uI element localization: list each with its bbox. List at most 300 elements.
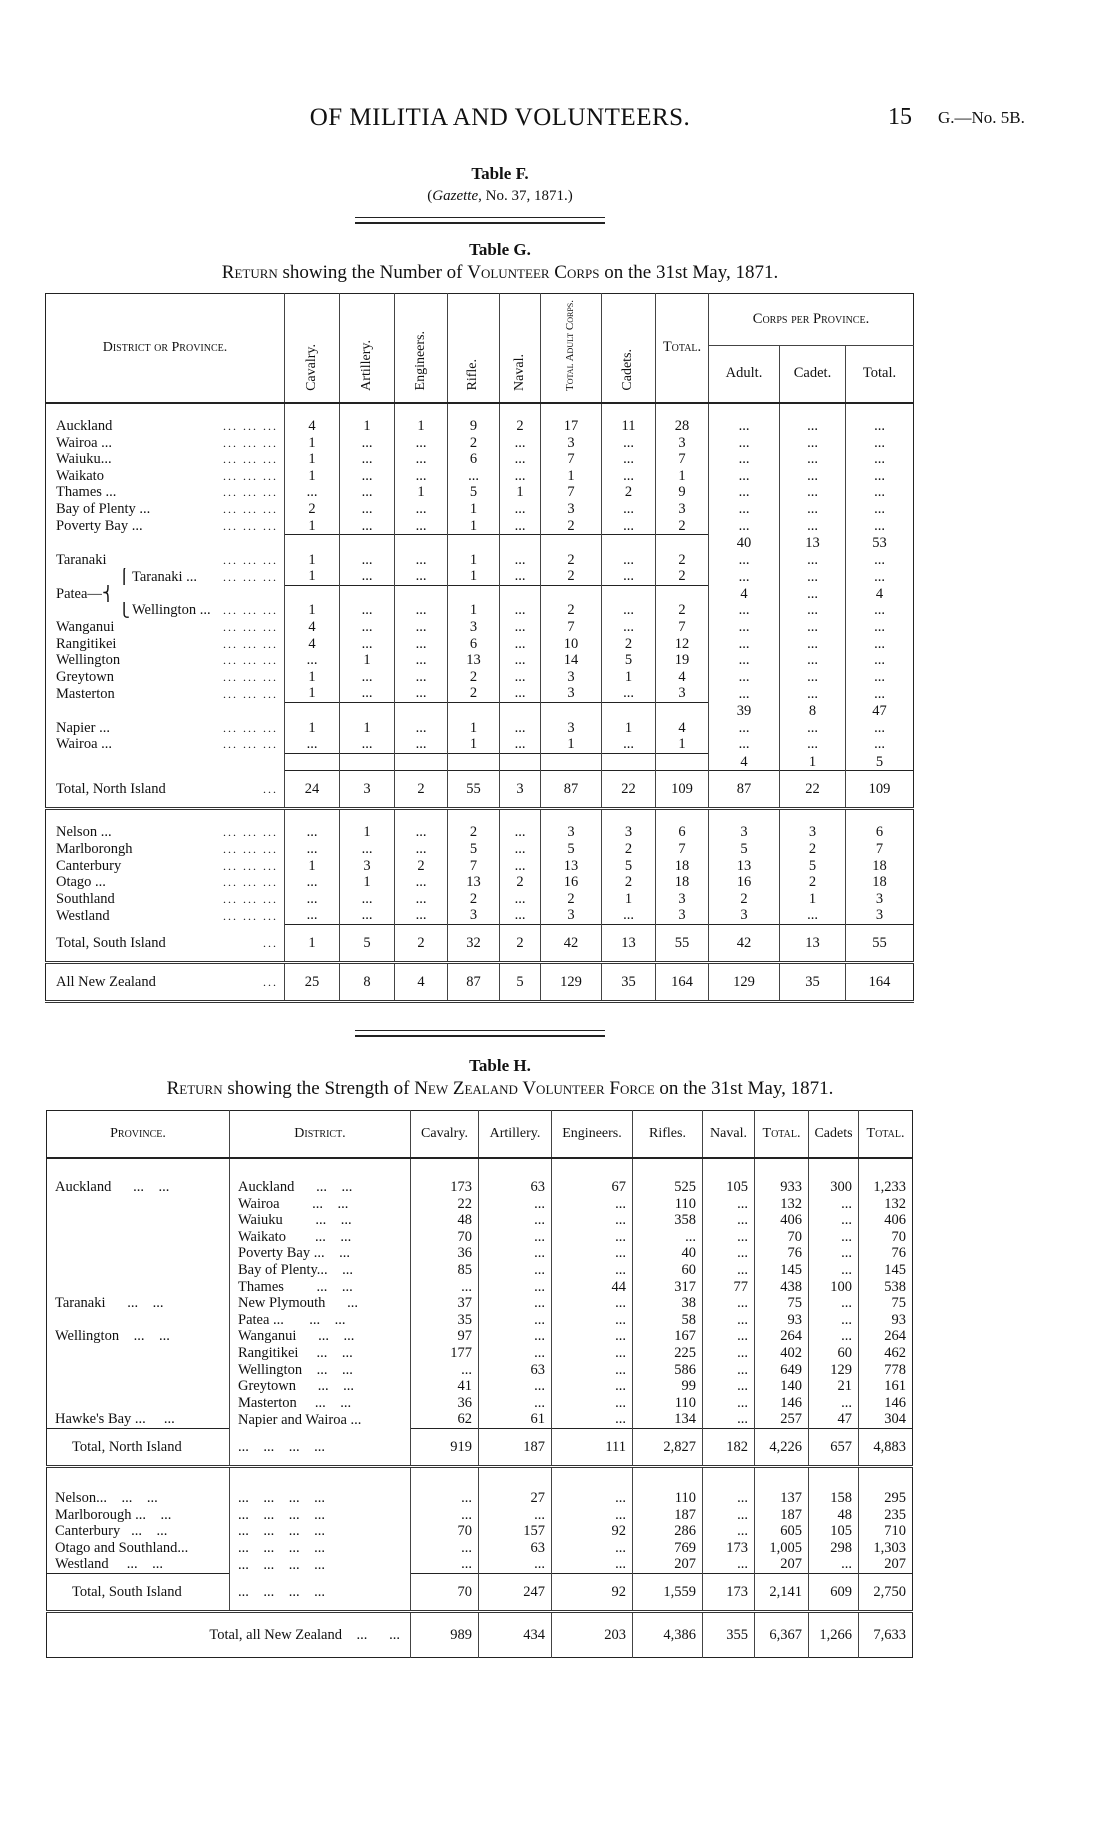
- cell-value: 4: [656, 669, 709, 686]
- cell-value: ...: [552, 1395, 633, 1412]
- cell-value: [340, 753, 395, 771]
- cell-value: 70: [411, 1229, 479, 1246]
- cell-value: ...: [285, 484, 340, 501]
- leader-dots: ...: [263, 782, 278, 797]
- cell-value: ...: [809, 1556, 859, 1573]
- cell-value: 4: [656, 720, 709, 737]
- column-header: Engineers.: [552, 1111, 633, 1159]
- cell-value: [656, 753, 709, 771]
- cell-value: 257: [755, 1411, 809, 1428]
- spacer-row: [47, 1158, 913, 1179]
- row-label: [46, 669, 285, 686]
- cell-value: ...: [602, 451, 656, 468]
- caption-text: on the 31st May, 1871.: [654, 1078, 834, 1099]
- cell-value: ...: [552, 1328, 633, 1345]
- cell-value: ...: [500, 891, 541, 908]
- paren: (: [427, 188, 433, 204]
- cell-value: 6: [656, 824, 709, 841]
- leader-dots: ... ... ...: [223, 636, 278, 651]
- leader-dots: ... ... ...: [223, 552, 278, 567]
- cell-value: 24: [285, 771, 340, 809]
- table-row: [46, 484, 914, 501]
- cell-value: 1: [340, 824, 395, 841]
- cell-value: 161: [859, 1378, 913, 1395]
- cell-value: 3: [340, 858, 395, 875]
- cell-value: 434: [479, 1611, 552, 1657]
- leader-dots: ... ... ...: [223, 452, 278, 467]
- cell-value: 129: [809, 1362, 859, 1379]
- cell-value: ...: [500, 736, 541, 753]
- cell-value: 3: [541, 824, 602, 841]
- cell-value: 35: [602, 962, 656, 1001]
- district-name: Auckland ... ...: [230, 1179, 411, 1196]
- cell-value: ...: [703, 1212, 755, 1229]
- table-row: [46, 636, 914, 653]
- cell-value: 167: [633, 1328, 703, 1345]
- cell-value: ...: [340, 891, 395, 908]
- cell-value: 5: [500, 962, 541, 1001]
- column-header: [541, 294, 602, 403]
- leader-dots: ...: [263, 935, 278, 950]
- row-label: [46, 824, 285, 841]
- cell-value: 6: [448, 451, 500, 468]
- table-row: [46, 552, 914, 569]
- cell-value: ...: [703, 1395, 755, 1412]
- cell-value: 173: [703, 1573, 755, 1611]
- cell-value: 1: [340, 418, 395, 435]
- table-row: [46, 907, 914, 924]
- cell-value: 2: [448, 824, 500, 841]
- cell-value: ...: [709, 652, 780, 669]
- cell-value: 1: [340, 874, 395, 891]
- cell-value: 710: [859, 1523, 913, 1540]
- cell-value: 35: [411, 1312, 479, 1329]
- cell-value: 87: [709, 771, 780, 809]
- column-header: [448, 294, 500, 403]
- cell-value: ...: [340, 451, 395, 468]
- cell-value: ...: [703, 1245, 755, 1262]
- cell-value: 5: [602, 858, 656, 875]
- divider-rule: [355, 1030, 605, 1037]
- leader-dots: ... ... ...: [223, 485, 278, 500]
- cell-value: ...: [285, 891, 340, 908]
- cell-value: 27: [479, 1490, 552, 1507]
- cell-value: 14: [541, 652, 602, 669]
- document-reference: G.—No. 5B.: [938, 108, 1025, 127]
- district-name: Wairoa ... ...: [230, 1196, 411, 1213]
- cell-value: 13: [709, 858, 780, 875]
- cell-value: ...: [500, 501, 541, 518]
- row-label: [46, 891, 285, 908]
- cell-value: 137: [755, 1490, 809, 1507]
- district-name: Waiuku...: [56, 451, 112, 468]
- cell-value: 1: [448, 720, 500, 737]
- cell-value: 2: [541, 552, 602, 569]
- row-label: [46, 518, 285, 535]
- cell-value: 173: [411, 1179, 479, 1196]
- cell-value: ...: [780, 568, 846, 585]
- cell-value: 63: [479, 1540, 552, 1557]
- caption-text: on the 31st May, 1871.: [599, 262, 779, 283]
- page-number: 15: [888, 104, 912, 130]
- subtotal-row: [46, 535, 914, 552]
- table-row: [47, 1523, 913, 1540]
- leader-dots: ... ... ...: [223, 418, 278, 433]
- cell-value: ...: [552, 1362, 633, 1379]
- table-row: [47, 1312, 913, 1329]
- cell-value: 4: [285, 619, 340, 636]
- cell-value: 1: [541, 736, 602, 753]
- cell-value: 13: [448, 874, 500, 891]
- cell-value: ...: [411, 1362, 479, 1379]
- cell-value: [285, 585, 340, 602]
- province-name: [47, 1378, 230, 1395]
- cell-value: 13: [780, 535, 846, 552]
- sub-header: Adult.: [709, 345, 780, 403]
- cell-value: 919: [411, 1428, 479, 1466]
- table-row: [46, 841, 914, 858]
- district-name: Poverty Bay ...: [56, 517, 143, 534]
- district-name: Rangitikei ... ...: [230, 1345, 411, 1362]
- cell-value: 4: [709, 753, 780, 771]
- cell-value: 140: [755, 1378, 809, 1395]
- cell-value: ...: [285, 874, 340, 891]
- district-name: Thames ...: [56, 484, 117, 501]
- cell-value: ...: [780, 720, 846, 737]
- cell-value: ...: [552, 1262, 633, 1279]
- cell-value: 105: [809, 1523, 859, 1540]
- cell-value: 16: [541, 874, 602, 891]
- cell-value: 70: [859, 1229, 913, 1246]
- cell-value: 2: [541, 518, 602, 535]
- cell-value: 18: [656, 858, 709, 875]
- cell-value: [602, 535, 656, 552]
- cell-value: 3: [709, 824, 780, 841]
- district-name: ... ... ... ...: [230, 1573, 411, 1611]
- cell-value: 1: [448, 501, 500, 518]
- leader-dots: ... ... ...: [223, 501, 278, 516]
- cell-value: 3: [656, 435, 709, 452]
- cell-value: 2: [395, 924, 448, 962]
- cell-value: ...: [411, 1556, 479, 1573]
- table-row: [46, 874, 914, 891]
- cell-value: ...: [602, 907, 656, 924]
- sub-header: Cadet.: [780, 345, 846, 403]
- cell-value: ...: [552, 1378, 633, 1395]
- cell-value: 70: [411, 1523, 479, 1540]
- table-row: [47, 1212, 913, 1229]
- province-name: Total, South Island: [47, 1573, 230, 1611]
- cell-value: 75: [859, 1295, 913, 1312]
- cell-value: ...: [552, 1411, 633, 1428]
- row-label: [46, 907, 285, 924]
- cell-value: ...: [809, 1196, 859, 1213]
- cell-value: 235: [859, 1507, 913, 1524]
- cell-value: ...: [709, 602, 780, 619]
- cell-value: 295: [859, 1490, 913, 1507]
- row-label: [46, 736, 285, 753]
- cell-value: 2,750: [859, 1573, 913, 1611]
- table-row: [46, 418, 914, 435]
- table-row: [46, 468, 914, 485]
- cell-value: 48: [809, 1507, 859, 1524]
- leader-dots: ... ... ...: [223, 908, 278, 923]
- cell-value: 6: [846, 824, 914, 841]
- cell-value: ...: [780, 552, 846, 569]
- cell-value: 18: [846, 874, 914, 891]
- table-row: [46, 451, 914, 468]
- cell-value: ...: [709, 720, 780, 737]
- total-row: [47, 1466, 913, 1490]
- province-name: Wellington ... ...: [55, 1328, 170, 1345]
- cell-value: ...: [479, 1328, 552, 1345]
- cell-value: ...: [709, 435, 780, 452]
- cell-value: ...: [479, 1245, 552, 1262]
- cell-value: ...: [780, 418, 846, 435]
- cell-value: ...: [846, 451, 914, 468]
- cell-value: 32: [448, 924, 500, 962]
- cell-value: ...: [709, 568, 780, 585]
- cell-value: 7: [541, 451, 602, 468]
- row-label: [46, 552, 285, 569]
- table-row: [47, 1196, 913, 1213]
- cell-value: 1: [656, 736, 709, 753]
- district-name: ... ... ... ...: [230, 1507, 411, 1524]
- column-header: [395, 294, 448, 403]
- cell-value: ...: [552, 1229, 633, 1246]
- row-label: [46, 652, 285, 669]
- cell-value: 2: [709, 891, 780, 908]
- cell-value: 4,226: [755, 1428, 809, 1466]
- cell-value: 146: [859, 1395, 913, 1412]
- cell-value: ...: [602, 736, 656, 753]
- cell-value: 4: [285, 636, 340, 653]
- cell-value: 55: [846, 924, 914, 962]
- cell-value: 7: [656, 451, 709, 468]
- cell-value: ...: [552, 1295, 633, 1312]
- district-name: Napier ...: [56, 719, 110, 736]
- cell-value: 1: [602, 891, 656, 908]
- cell-value: ...: [500, 669, 541, 686]
- province-name: Hawke's Bay ... ...: [55, 1411, 175, 1428]
- cell-value: ...: [340, 736, 395, 753]
- cell-value: 145: [859, 1262, 913, 1279]
- cell-value: ...: [846, 484, 914, 501]
- cell-value: ...: [395, 824, 448, 841]
- cell-value: 657: [809, 1428, 859, 1466]
- cell-value: ...: [340, 685, 395, 702]
- cell-value: [395, 753, 448, 771]
- row-label: [46, 535, 285, 552]
- cell-value: 2: [780, 841, 846, 858]
- table-row: [46, 669, 914, 686]
- cell-value: ...: [500, 568, 541, 585]
- cell-value: 2: [448, 435, 500, 452]
- row-label: [46, 771, 285, 809]
- cell-value: 2,827: [633, 1428, 703, 1466]
- cell-value: ...: [780, 435, 846, 452]
- cell-value: 53: [846, 535, 914, 552]
- cell-value: 42: [709, 924, 780, 962]
- cell-value: 1: [285, 468, 340, 485]
- cell-value: 87: [541, 771, 602, 809]
- cell-value: 105: [703, 1179, 755, 1196]
- cell-value: ...: [552, 1507, 633, 1524]
- leader-dots: ... ... ...: [223, 518, 278, 533]
- cell-value: 145: [755, 1262, 809, 1279]
- cell-value: ...: [809, 1312, 859, 1329]
- district-name: ... ... ... ...: [230, 1523, 411, 1540]
- subtotal-row: [46, 585, 914, 602]
- cell-value: ...: [602, 568, 656, 585]
- cell-value: ...: [479, 1345, 552, 1362]
- cell-value: 47: [809, 1411, 859, 1428]
- cell-value: [448, 703, 500, 720]
- cell-value: ...: [552, 1540, 633, 1557]
- cell-value: ...: [448, 468, 500, 485]
- cell-value: 1: [395, 418, 448, 435]
- cell-value: ...: [395, 468, 448, 485]
- cell-value: 7: [656, 841, 709, 858]
- cell-value: ...: [846, 652, 914, 669]
- cell-value: [285, 703, 340, 720]
- cell-value: [541, 535, 602, 552]
- cell-value: 538: [859, 1279, 913, 1296]
- column-header: [340, 294, 395, 403]
- cell-value: 7: [846, 841, 914, 858]
- leader-dots: ... ... ...: [223, 468, 278, 483]
- cell-value: 247: [479, 1573, 552, 1611]
- cell-value: 1: [780, 753, 846, 771]
- table-row: [47, 1295, 913, 1312]
- cell-value: ...: [709, 552, 780, 569]
- cell-value: ...: [395, 736, 448, 753]
- district-name: Westland: [56, 907, 110, 924]
- cell-value: ...: [846, 736, 914, 753]
- caption-text: showing the Strength of: [222, 1078, 415, 1099]
- cell-value: 134: [633, 1411, 703, 1428]
- cell-value: 75: [755, 1295, 809, 1312]
- table-row: [47, 1345, 913, 1362]
- cell-value: 1: [340, 720, 395, 737]
- cell-value: ...: [500, 720, 541, 737]
- district-name: Waikato: [56, 467, 104, 484]
- cell-value: ...: [479, 1556, 552, 1573]
- district-name: Patea ... ... ...: [230, 1312, 411, 1329]
- cell-value: 605: [755, 1523, 809, 1540]
- table-row: [47, 1262, 913, 1279]
- cell-value: 13: [602, 924, 656, 962]
- cell-value: ...: [703, 1490, 755, 1507]
- cell-value: ...: [809, 1212, 859, 1229]
- cell-value: 304: [859, 1411, 913, 1428]
- district-name: Waikato ... ...: [230, 1229, 411, 1246]
- table-f-title: Table F.: [471, 164, 529, 183]
- cell-value: 7: [541, 619, 602, 636]
- cell-value: ...: [809, 1245, 859, 1262]
- cell-value: ...: [340, 484, 395, 501]
- cell-value: 649: [755, 1362, 809, 1379]
- row-label: [46, 924, 285, 962]
- cell-value: ...: [479, 1262, 552, 1279]
- column-header: Cavalry.: [411, 1111, 479, 1159]
- cell-value: 2: [500, 874, 541, 891]
- row-label: [46, 753, 285, 771]
- table-row: [47, 1245, 913, 1262]
- cell-value: 1: [285, 669, 340, 686]
- cell-value: 18: [656, 874, 709, 891]
- cell-value: 3: [846, 907, 914, 924]
- cell-value: [602, 753, 656, 771]
- cell-value: ...: [809, 1229, 859, 1246]
- source-italic: Gazette: [432, 188, 479, 204]
- cell-value: 1: [448, 518, 500, 535]
- leader-dots: ... ... ...: [223, 669, 278, 684]
- cell-value: 3: [448, 619, 500, 636]
- cell-value: 769: [633, 1540, 703, 1557]
- cell-value: 3: [656, 501, 709, 518]
- cell-value: 41: [411, 1378, 479, 1395]
- cell-value: ...: [395, 685, 448, 702]
- cell-value: ...: [780, 619, 846, 636]
- cell-value: ...: [500, 652, 541, 669]
- table-row: [47, 1179, 913, 1196]
- cell-value: 3: [656, 685, 709, 702]
- table-row: [46, 891, 914, 908]
- province-name: [47, 1395, 230, 1412]
- cell-value: ...: [703, 1556, 755, 1573]
- table-row: [47, 1556, 913, 1573]
- cell-value: 4: [285, 418, 340, 435]
- cell-value: 44: [552, 1279, 633, 1296]
- cell-value: ...: [395, 652, 448, 669]
- cell-value: 3: [780, 824, 846, 841]
- table-row: [47, 1378, 913, 1395]
- cell-value: 207: [633, 1556, 703, 1573]
- cell-value: 70: [755, 1229, 809, 1246]
- cell-value: 9: [656, 484, 709, 501]
- cell-value: [395, 535, 448, 552]
- cell-value: 47: [846, 703, 914, 720]
- cell-value: 48: [411, 1212, 479, 1229]
- cell-value: 77: [703, 1279, 755, 1296]
- cell-value: ...: [602, 685, 656, 702]
- cell-value: 207: [859, 1556, 913, 1573]
- cell-value: ...: [411, 1540, 479, 1557]
- table-row: [47, 1411, 913, 1428]
- column-header: Cadets: [809, 1111, 859, 1159]
- cell-value: ...: [500, 435, 541, 452]
- cell-value: 5: [846, 753, 914, 771]
- cell-value: 3: [541, 907, 602, 924]
- leader-dots: ... ... ...: [223, 686, 278, 701]
- district-name: Bay of Plenty... ...: [230, 1262, 411, 1279]
- cell-value: ...: [500, 602, 541, 619]
- cell-value: 17: [541, 418, 602, 435]
- cell-value: 35: [780, 962, 846, 1001]
- total-row: [46, 771, 914, 809]
- cell-value: ...: [703, 1507, 755, 1524]
- cell-value: 1: [285, 602, 340, 619]
- table-row: [46, 501, 914, 518]
- cell-value: ...: [780, 669, 846, 686]
- province-name: [47, 1212, 230, 1229]
- column-header: Total.: [755, 1111, 809, 1159]
- cell-value: 93: [755, 1312, 809, 1329]
- cell-value: 317: [633, 1279, 703, 1296]
- table-h: [46, 1110, 913, 1658]
- cell-value: 3: [541, 501, 602, 518]
